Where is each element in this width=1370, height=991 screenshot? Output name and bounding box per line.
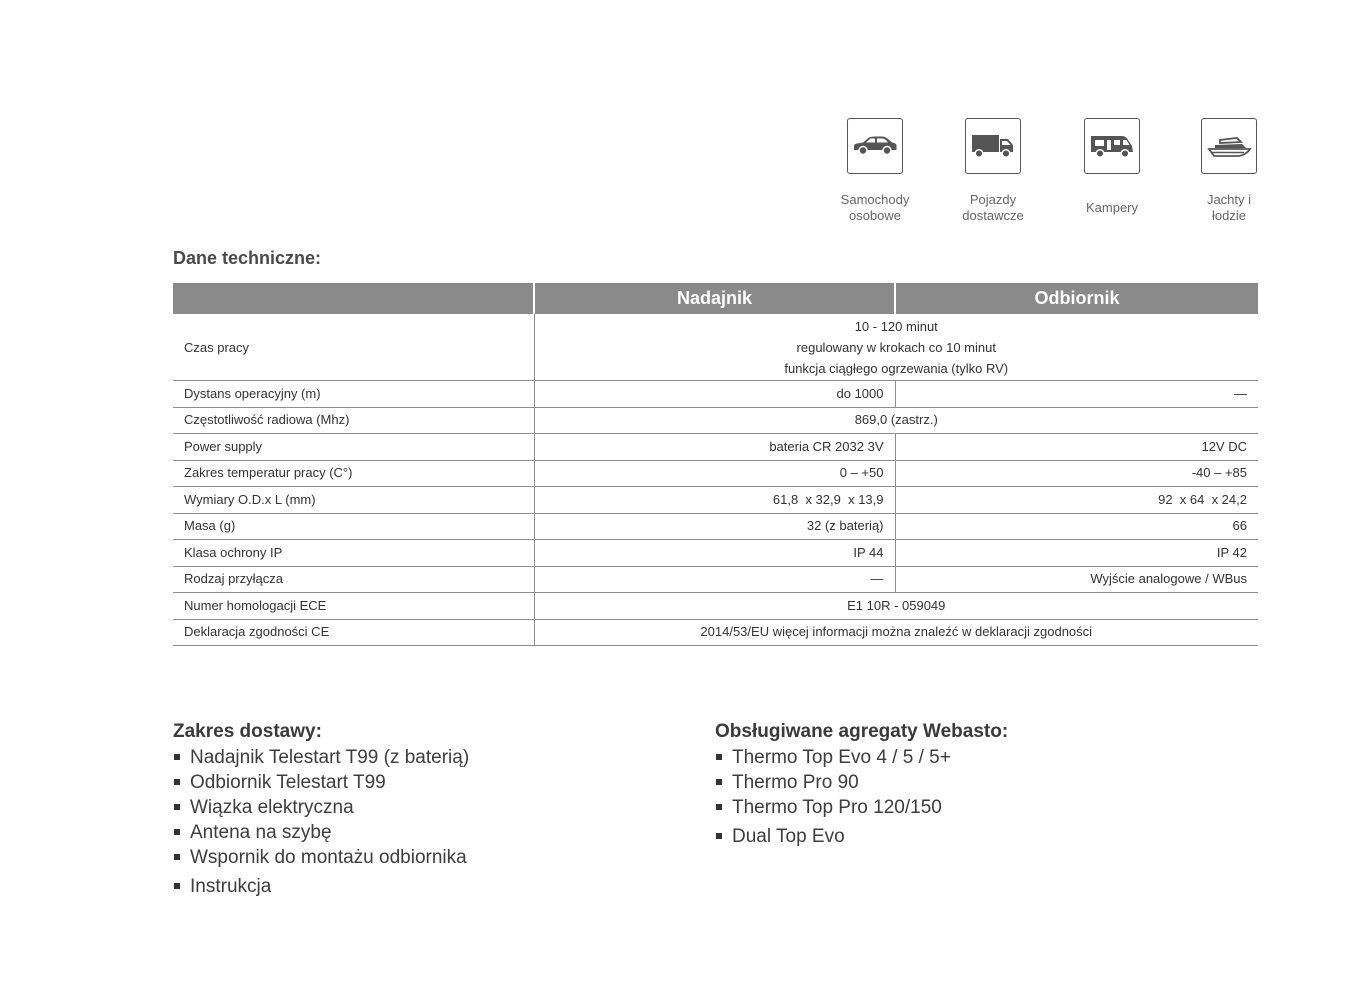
vehicle-label: Jachty i łodzie [1206,192,1252,223]
vehicle-boat [1169,118,1289,224]
transmitter-value: IP 44 [534,540,895,567]
receiver-value: IP 42 [895,540,1258,567]
heaters-list [715,745,1008,849]
header-empty [173,283,534,314]
heaters-section [715,721,1008,849]
merged-value [534,314,1258,381]
spec-table [173,283,1258,646]
list-item [173,820,469,845]
list-item-text: Wiązka elektryczna [190,797,354,818]
list-item [173,770,469,795]
merged-value: 2014/53/EU więcej informacji można znaleźć w deklaracji zgodności [534,619,1258,646]
row-label: Power supply [173,434,534,461]
list-item [715,770,1008,795]
transmitter-value: — [534,566,895,593]
table-row [173,513,1258,540]
camper-icon [1088,132,1136,160]
bullet-icon [716,833,722,839]
boat-icon [1206,133,1252,159]
list-item-text: Nadajnik Telestart T99 (z baterią) [190,747,470,768]
vehicle-label: Pojazdy dostawcze [962,192,1024,223]
bullet-icon [174,804,180,810]
table-row [173,314,1258,381]
table-row [173,540,1258,567]
row-label: Dystans operacyjny (m) [173,381,534,408]
bullet-icon [174,883,180,889]
list-item-text: Wspornik do montażu odbiornika [190,847,467,868]
row-label: Masa (g) [173,513,534,540]
bullet-icon [716,779,722,785]
list-item [715,824,1008,849]
row-label: Częstotliwość radiowa (Mhz) [173,407,534,434]
van-icon-box [965,118,1021,174]
bullet-icon [716,804,722,810]
car-icon [851,134,899,158]
receiver-value: 66 [895,513,1258,540]
table-row [173,593,1258,620]
bullet-icon [174,829,180,835]
table-row [173,407,1258,434]
value-line: funkcja ciągłego ogrzewania (tylko RV) [784,360,1009,376]
list-item [173,845,469,870]
vehicle-types [0,0,1370,240]
receiver-value: Wyjście analogowe / WBus [895,566,1258,593]
row-label: Deklaracja zgodności CE [173,619,534,646]
heaters-title: Obsługiwane agregaty Webasto: [715,721,1009,742]
list-item-text: Instrukcja [190,876,272,897]
delivery-list [173,745,469,899]
table-row [173,566,1258,593]
receiver-value: 12V DC [895,434,1258,461]
boat-icon-box [1201,118,1257,174]
bullet-icon [716,754,722,760]
section-title: Dane techniczne: [173,248,322,268]
van-icon [970,132,1016,160]
transmitter-value: do 1000 [534,381,895,408]
table-row [173,460,1258,487]
table-row [173,434,1258,461]
table-row [173,381,1258,408]
bullet-icon [174,854,180,860]
transmitter-value: 32 (z baterią) [534,513,895,540]
delivery-section [173,721,469,899]
row-label: Zakres temperatur pracy (C°) [173,460,534,487]
receiver-value: -40 – +85 [895,460,1258,487]
list-item [173,745,469,770]
transmitter-value: 0 – +50 [534,460,895,487]
header-transmitter: Nadajnik [534,283,895,314]
list-item [173,795,469,820]
row-label: Rodzaj przyłącza [173,566,534,593]
bullet-icon [174,779,180,785]
value-line: 10 - 120 minut [854,318,938,334]
table-row [173,487,1258,514]
receiver-value: 92 x 64 x 24,2 [895,487,1258,514]
table-header-row [173,283,1258,314]
list-item-text: Thermo Top Evo 4 / 5 / 5+ [732,747,951,768]
row-label: Numer homologacji ECE [173,593,534,620]
vehicle-label: Samochody osobowe [840,192,910,223]
row-label: Wymiary O.D.x L (mm) [173,487,534,514]
value-line: regulowany w krokach co 10 minut [796,339,996,355]
vehicle-van [933,118,1053,224]
merged-value: 869,0 (zastrz.) [534,407,1258,434]
merged-value: E1 10R - 059049 [534,593,1258,620]
bullet-icon [174,754,180,760]
vehicle-label: Kampery [1085,200,1139,215]
list-item-text: Dual Top Evo [732,826,845,847]
list-item [715,795,1008,820]
camper-icon-box [1084,118,1140,174]
list-item-text: Antena na szybę [190,822,332,843]
receiver-value: — [895,381,1258,408]
vehicle-camper [1052,118,1172,216]
header-receiver: Odbiornik [895,283,1258,314]
vehicle-car [815,118,935,224]
list-item-text: Thermo Top Pro 120/150 [732,797,942,818]
car-icon-box [847,118,903,174]
transmitter-value: 61,8 x 32,9 x 13,9 [534,487,895,514]
list-item [173,874,469,899]
row-label: Klasa ochrony IP [173,540,534,567]
list-item [715,745,1008,770]
row-label: Czas pracy [173,314,534,381]
table-row [173,619,1258,646]
delivery-title: Zakres dostawy: [173,721,322,742]
list-item-text: Thermo Pro 90 [732,772,859,793]
list-item-text: Odbiornik Telestart T99 [190,772,386,793]
transmitter-value: bateria CR 2032 3V [534,434,895,461]
